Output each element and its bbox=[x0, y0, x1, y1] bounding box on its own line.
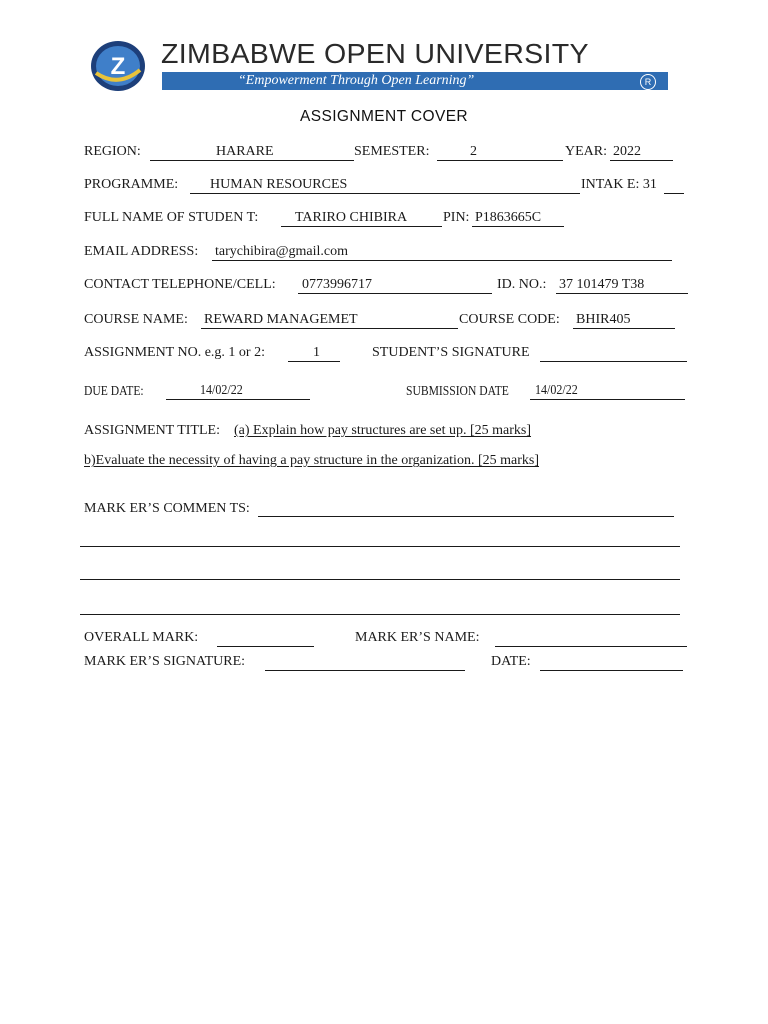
tagline: “Empowerment Through Open Learning” bbox=[238, 73, 475, 88]
submission-date-label: SUBMISSION DATE bbox=[406, 383, 509, 398]
student-signature-label: STUDENT’S SIGNATURE bbox=[372, 345, 530, 360]
assignment-title-line-1: (a) Explain how pay structures are set up. [25 marks] bbox=[234, 423, 532, 438]
course-code-line bbox=[573, 328, 675, 329]
university-logo bbox=[90, 40, 146, 92]
pin-value[interactable]: P1863665C bbox=[475, 210, 542, 225]
registered-mark-icon: R bbox=[640, 74, 656, 90]
course-name-value[interactable]: REWARD MANAGEMET bbox=[204, 312, 358, 327]
year-value[interactable]: 2022 bbox=[613, 144, 641, 159]
region-line bbox=[150, 160, 354, 161]
programme-line bbox=[190, 193, 580, 194]
due-date-label: DUE DATE: bbox=[84, 383, 144, 398]
assignment-no-line bbox=[288, 361, 340, 362]
markers-comments-label: MARK ER’S COMMEN TS: bbox=[84, 501, 250, 516]
logo-letter: Z bbox=[110, 53, 126, 80]
student-signature-line[interactable] bbox=[540, 361, 687, 362]
semester-line bbox=[437, 160, 563, 161]
region-value[interactable]: HARARE bbox=[216, 144, 274, 159]
intake-line bbox=[664, 193, 684, 194]
university-name: ZIMBABWE OPEN UNIVERSITY bbox=[161, 38, 589, 69]
date-label: DATE: bbox=[491, 654, 531, 669]
overall-mark-label: OVERALL MARK: bbox=[84, 630, 199, 645]
assignment-title-line-2: b)Evaluate the necessity of having a pay structure in the organization. [25 marks] bbox=[84, 453, 539, 468]
markers-comments-line-3[interactable] bbox=[80, 579, 680, 580]
year-line bbox=[610, 160, 673, 161]
id-value[interactable]: 37 101479 T38 bbox=[559, 277, 645, 292]
email-value[interactable]: tarychibira@gmail.com bbox=[215, 244, 349, 259]
markers-comments-line-1[interactable] bbox=[258, 516, 674, 517]
intake-label: INTAK E: 31 bbox=[581, 177, 657, 192]
email-line bbox=[212, 260, 672, 261]
date-line[interactable] bbox=[540, 670, 683, 671]
markers-comments-line-2[interactable] bbox=[80, 546, 680, 547]
fullname-value[interactable]: TARIRO CHIBIRA bbox=[295, 210, 408, 225]
course-code-value[interactable]: BHIR405 bbox=[576, 312, 631, 327]
fullname-line bbox=[281, 226, 442, 227]
course-name-line bbox=[201, 328, 458, 329]
course-code-label: COURSE CODE: bbox=[459, 312, 560, 327]
pin-line bbox=[472, 226, 564, 227]
phone-label: CONTACT TELEPHONE/CELL: bbox=[84, 277, 276, 292]
assignment-no-label: ASSIGNMENT NO. e.g. 1 or 2: bbox=[84, 345, 265, 360]
email-label: EMAIL ADDRESS: bbox=[84, 244, 199, 259]
id-label: ID. NO.: bbox=[497, 277, 547, 292]
submission-date-line bbox=[530, 399, 685, 400]
overall-mark-line[interactable] bbox=[217, 646, 314, 647]
year-label: YEAR: bbox=[565, 144, 607, 159]
submission-date-value[interactable]: 14/02/22 bbox=[535, 383, 578, 398]
markers-signature-line[interactable] bbox=[265, 670, 465, 671]
markers-comments-line-4[interactable] bbox=[80, 614, 680, 615]
due-date-line bbox=[166, 399, 310, 400]
assignment-no-value[interactable]: 1 bbox=[313, 345, 320, 360]
fullname-label: FULL NAME OF STUDEN T: bbox=[84, 210, 259, 225]
region-label: REGION: bbox=[84, 144, 141, 159]
semester-label: SEMESTER: bbox=[354, 144, 430, 159]
due-date-value[interactable]: 14/02/22 bbox=[200, 383, 243, 398]
programme-value[interactable]: HUMAN RESOURCES bbox=[210, 177, 348, 192]
markers-name-label: MARK ER’S NAME: bbox=[355, 630, 480, 645]
assignment-title-label: ASSIGNMENT TITLE: bbox=[84, 423, 220, 438]
phone-value[interactable]: 0773996717 bbox=[302, 277, 372, 292]
page-title: ASSIGNMENT COVER bbox=[300, 108, 469, 125]
semester-value[interactable]: 2 bbox=[470, 144, 477, 159]
pin-label: PIN: bbox=[443, 210, 470, 225]
id-line bbox=[556, 293, 688, 294]
course-name-label: COURSE NAME: bbox=[84, 312, 188, 327]
markers-signature-label: MARK ER’S SIGNATURE: bbox=[84, 654, 246, 669]
markers-name-line[interactable] bbox=[495, 646, 687, 647]
programme-label: PROGRAMME: bbox=[84, 177, 179, 192]
phone-line bbox=[298, 293, 492, 294]
